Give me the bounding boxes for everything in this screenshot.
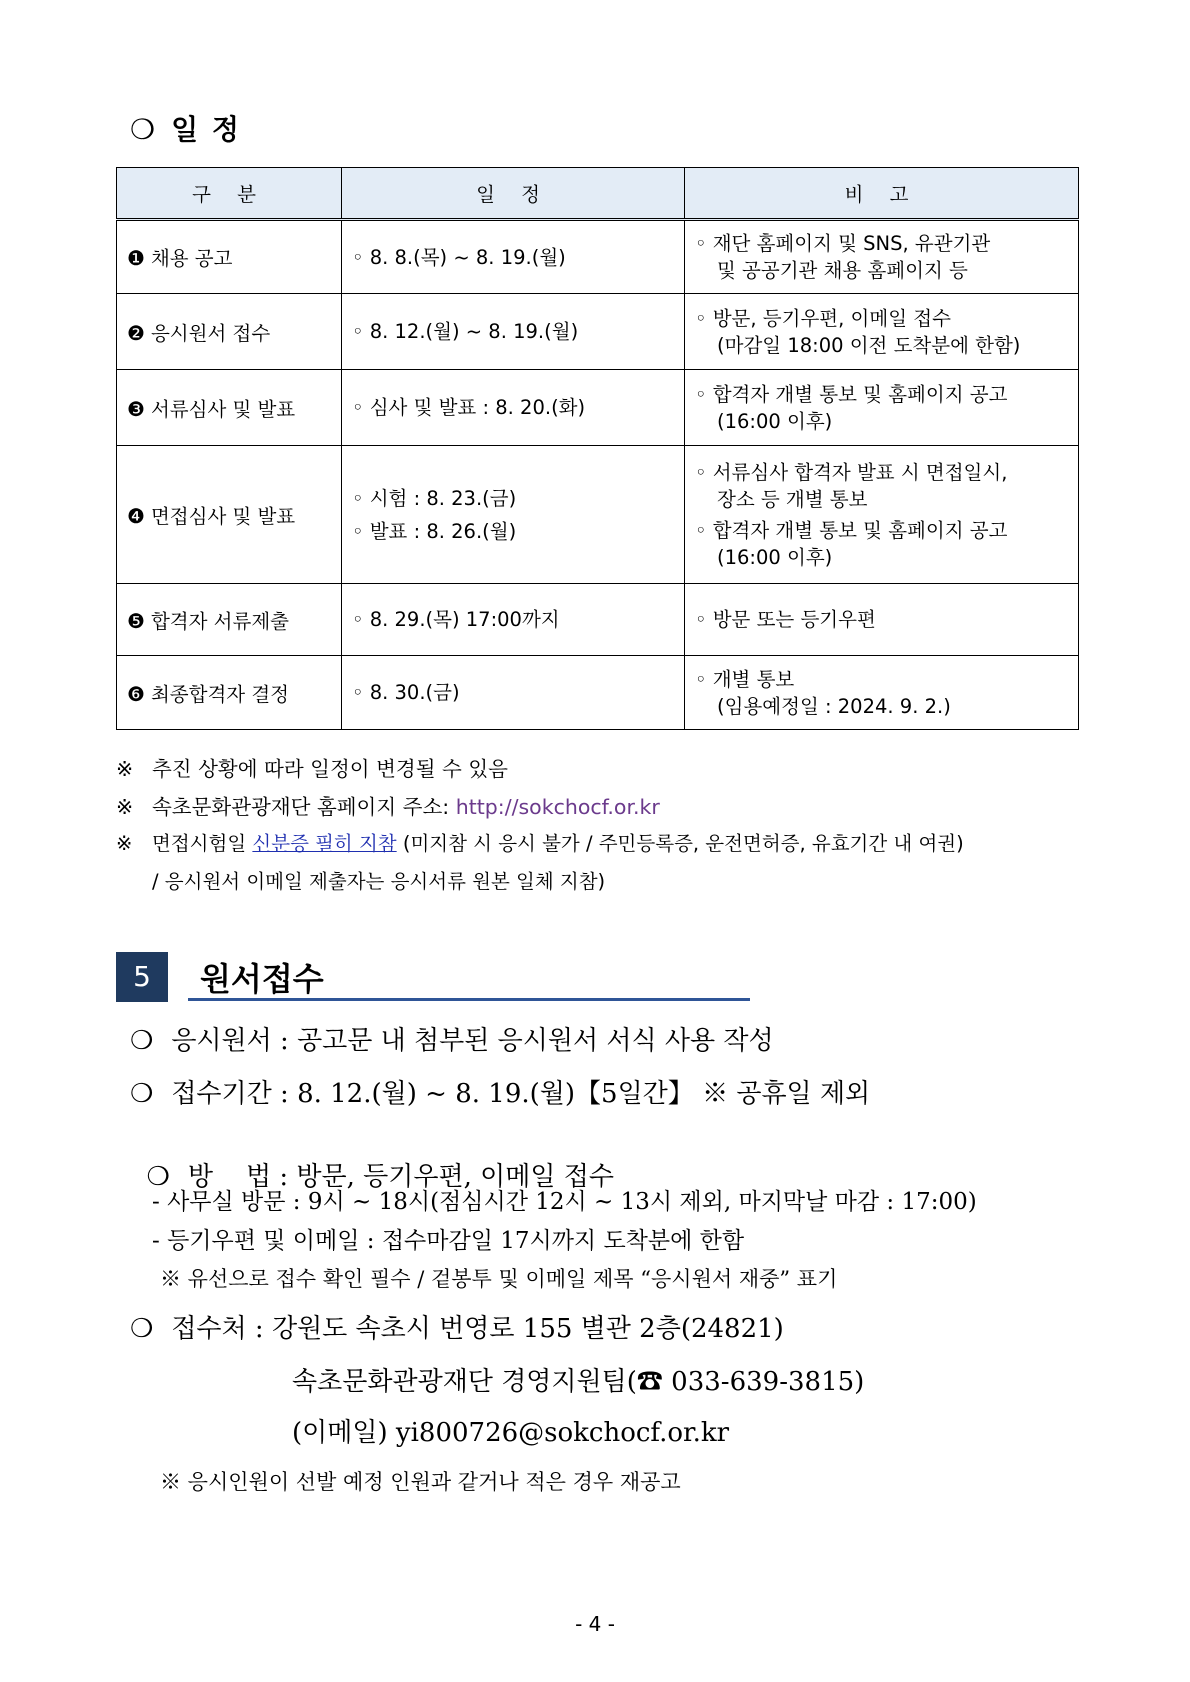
bullet-receipt-place: ❍ 접수처 : 강원도 속초시 번영로 155 별관 2층(24821) [130, 1314, 784, 1344]
note-schedule-change: ※ 추진 상황에 따라 일정이 변경될 수 있음 [116, 757, 508, 781]
receipt-place-email: (이메일) yi800726@sokchocf.or.kr [292, 1418, 730, 1448]
id-card-emphasis: 신분증 필히 지참 [252, 832, 397, 855]
circle-bullet-icon: ❍ [130, 113, 158, 146]
receipt-place-team: 속초문화관광재단 경영지원팀(☎ 033-639-3815) [292, 1367, 865, 1397]
row-label: ❶ 채용 공고 [117, 220, 342, 294]
row-label: ❷ 응시원서 접수 [117, 294, 342, 370]
table-row [117, 584, 1079, 656]
circle-bullet-icon: ❍ [130, 1314, 154, 1344]
table-row [117, 446, 1079, 584]
table-header-row [117, 168, 1079, 220]
circle-bullet-icon: ❍ [130, 1026, 154, 1056]
bullet-method: ❍ 방 법 : 방문, 등기우편, 이메일 접수 [146, 1162, 615, 1192]
circle-bullet-icon: ❍ [130, 1079, 154, 1109]
schedule-table [116, 167, 1079, 730]
row-notes: ◦ 서류심사 합격자 발표 시 면접일시, 장소 등 개별 통보 ◦ 합격자 개별 통보 및 홈페이지 공고 (16:00 이후) [685, 446, 1079, 584]
row-dates: ◦ 시험 : 8. 23.(금) ◦ 발표 : 8. 26.(월) [342, 446, 685, 584]
sub-office-visit: - 사무실 방문 : 9시 ~ 18시(점심시간 12시 ~ 13시 제외, 마지막날 마감 : 17:00) [152, 1189, 977, 1215]
schedule-heading-text: 일 정 [171, 113, 241, 146]
header-schedule: 일 정 [342, 168, 685, 220]
row-notes: ◦ 합격자 개별 통보 및 홈페이지 공고 (16:00 이후) [685, 370, 1079, 446]
bullet-application-form: ❍ 응시원서 : 공고문 내 첨부된 응시원서 서식 사용 작성 [130, 1026, 774, 1056]
bullet-receipt-period: ❍ 접수기간 : 8. 12.(월) ~ 8. 19.(월)【5일간】 ※ 공휴일 제외 [130, 1079, 871, 1109]
table-row [117, 294, 1079, 370]
homepage-link[interactable]: http://sokchocf.or.kr [455, 795, 660, 819]
row-dates: ◦ 8. 8.(목) ~ 8. 19.(월) [342, 220, 685, 294]
sub-mail-email: - 등기우편 및 이메일 : 접수마감일 17시까지 도착분에 한함 [152, 1228, 745, 1254]
table-row [117, 220, 1079, 294]
row-dates: ◦ 8. 30.(금) [342, 656, 685, 730]
note-id-card: ※ 면접시험일 신분증 필히 지참 (미지참 시 응시 불가 / 주민등록증, 운전면허증, 유효기간 내 여권) [116, 832, 964, 855]
row-dates: ◦ 8. 29.(목) 17:00까지 [342, 584, 685, 656]
row-notes: ◦ 방문, 등기우편, 이메일 접수 (마감일 18:00 이전 도착분에 한함) [685, 294, 1079, 370]
header-category: 구 분 [117, 168, 342, 220]
note-id-card-continued: / 응시원서 이메일 제출자는 응시서류 원본 일체 지참) [152, 870, 606, 893]
row-label: ❸ 서류심사 및 발표 [117, 370, 342, 446]
table-row [117, 370, 1079, 446]
row-label: ❺ 합격자 서류제출 [117, 584, 342, 656]
section-title: 원서접수 [200, 960, 324, 998]
row-label: ❹ 면접심사 및 발표 [117, 446, 342, 584]
circle-bullet-icon: ❍ [146, 1162, 170, 1192]
page-number: - 4 - [575, 1612, 615, 1636]
schedule-heading [130, 108, 241, 148]
note-re-announcement: ※ 응시인원이 선발 예정 인원과 같거나 적은 경우 재공고 [160, 1470, 681, 1494]
row-dates: ◦ 8. 12.(월) ~ 8. 19.(월) [342, 294, 685, 370]
sub-phone-confirm: ※ 유선으로 접수 확인 필수 / 겉봉투 및 이메일 제목 “응시원서 재중” 표기 [160, 1267, 838, 1291]
note-homepage: ※ 속초문화관광재단 홈페이지 주소: http://sokchocf.or.kr [116, 795, 660, 819]
row-dates: ◦ 심사 및 발표 : 8. 20.(화) [342, 370, 685, 446]
row-notes: ◦ 재단 홈페이지 및 SNS, 유관기관 및 공공기관 채용 홈페이지 등 [685, 220, 1079, 294]
section-number-badge: 5 [116, 952, 168, 1002]
row-notes: ◦ 방문 또는 등기우편 [685, 584, 1079, 656]
row-notes: ◦ 개별 통보 (임용예정일 : 2024. 9. 2.) [685, 656, 1079, 730]
header-remarks: 비 고 [685, 168, 1079, 220]
row-label: ❻ 최종합격자 결정 [117, 656, 342, 730]
table-row [117, 656, 1079, 730]
section-underline [188, 998, 750, 1001]
